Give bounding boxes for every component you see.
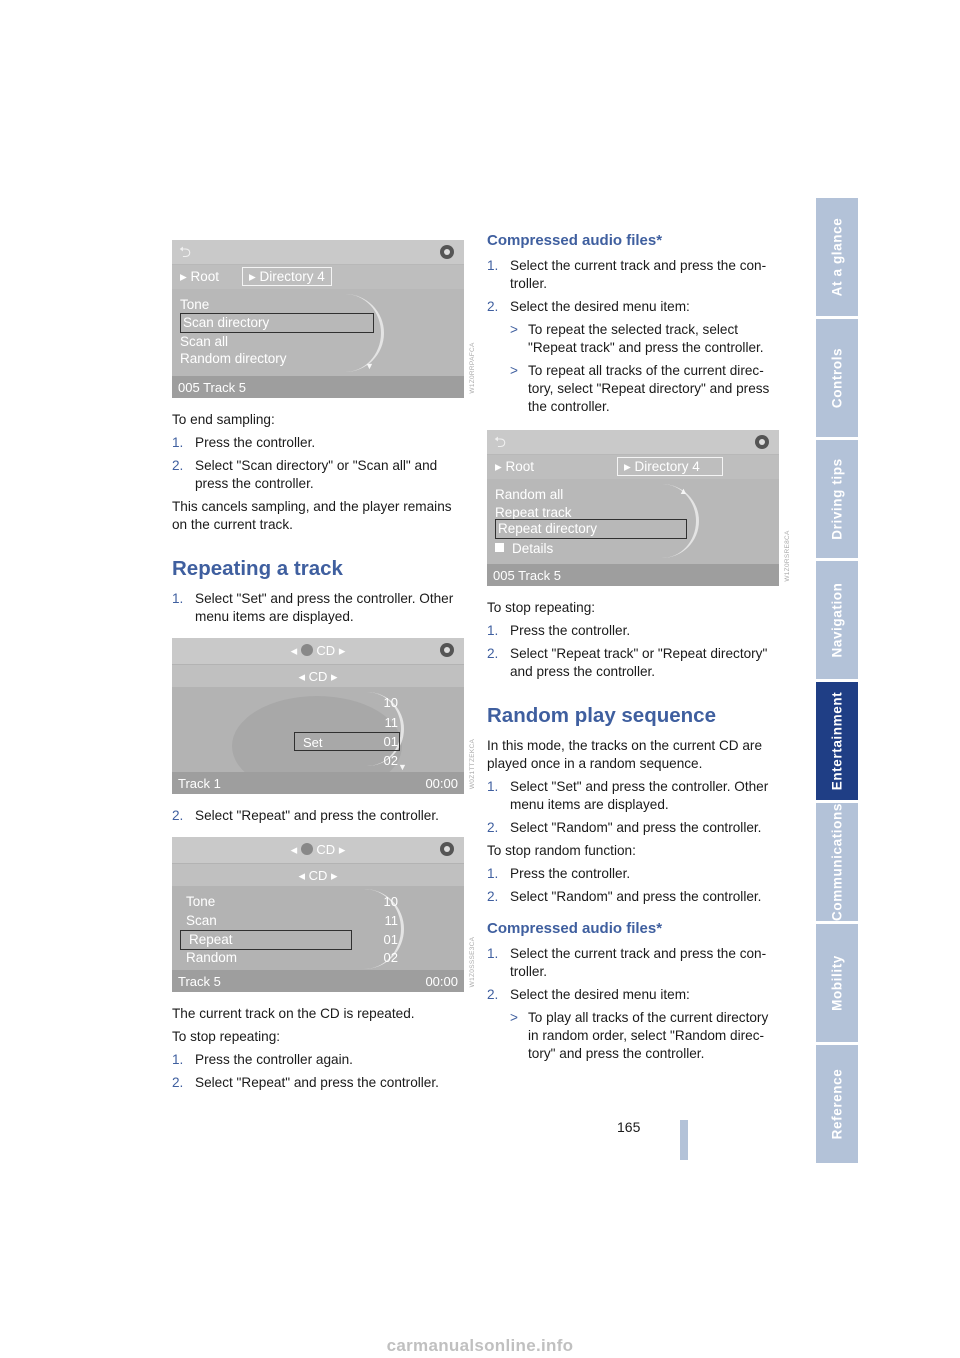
back-arrow-icon: ⮌ xyxy=(494,434,507,451)
source-label: ◂ CD ▸ xyxy=(290,842,346,857)
menu-item[interactable]: Scan all xyxy=(180,334,229,349)
status-track: Track 1 xyxy=(178,776,221,791)
controller-icon xyxy=(438,243,456,261)
details-icon xyxy=(495,543,504,552)
track-number[interactable]: 10 xyxy=(383,695,398,710)
stop-repeat-intro: To stop repeating: xyxy=(172,1029,281,1044)
step-text: Press the controller. xyxy=(510,623,631,638)
tab-label: Entertainment xyxy=(829,691,845,791)
crumb-directory[interactable]: ▸ Directory 4 xyxy=(617,457,723,476)
tab-driving-tips[interactable] xyxy=(816,440,858,558)
step-text: Select "Random" and press the controller. xyxy=(510,820,762,835)
back-arrow-icon: ⮌ xyxy=(179,244,192,261)
bullet-text: To repeat all tracks of the current directory, select "Repeat directory" and press the controller. xyxy=(528,363,770,414)
menu-item-details[interactable]: Details xyxy=(495,540,553,558)
menu-item-selected[interactable]: Repeat xyxy=(180,930,352,950)
tab-reference[interactable] xyxy=(816,1045,858,1163)
screen-header xyxy=(172,638,464,664)
step: 2. Select "Repeat track" or "Repeat directory" and press the controller. xyxy=(487,645,779,681)
tab-communications[interactable] xyxy=(816,803,858,921)
status-track: 005 Track 5 xyxy=(493,568,561,583)
scroll-up-icon: ▲ xyxy=(679,486,688,496)
status-bar xyxy=(172,772,464,794)
step: 2. Select the desired menu item: xyxy=(487,298,779,316)
bullet-text: To play all tracks of the current directory in random order, select "Random directory" and press the controller. xyxy=(528,1010,769,1061)
controller-icon xyxy=(438,641,456,659)
tab-label: Communications xyxy=(829,803,845,921)
repeat-note: The current track on the CD is repeated. xyxy=(172,1006,415,1021)
track-number[interactable]: 01 xyxy=(383,734,398,749)
source-bar xyxy=(172,864,464,886)
step: 1. Press the controller. xyxy=(487,622,779,640)
track-number[interactable]: 11 xyxy=(384,913,398,928)
source-sub-label: ◂ CD ▸ xyxy=(298,669,338,684)
step: 1. Press the controller. xyxy=(172,434,464,452)
tab-label: Mobility xyxy=(829,955,845,1011)
step: 2. Select the desired menu item: xyxy=(487,986,779,1004)
screen-repeat-menu xyxy=(487,430,791,586)
source-bar xyxy=(172,665,464,687)
breadcrumb xyxy=(487,455,779,479)
chapter-tabs xyxy=(816,198,858,1166)
step-text: Select the current track and press the controller. xyxy=(510,946,767,979)
random-stop-intro: To stop random function: xyxy=(487,843,636,858)
scroll-down-icon: ▼ xyxy=(365,361,374,371)
cd-icon xyxy=(301,843,313,855)
step-text: Select "Repeat track" or "Repeat directory" and press the controller. xyxy=(510,646,768,679)
menu-item-selected[interactable]: Scan directory xyxy=(180,313,374,333)
image-id: W1Z0RRPAFCA xyxy=(469,342,476,394)
menu-item[interactable]: Tone xyxy=(180,297,210,312)
crumb-root[interactable]: ▸ Root xyxy=(180,269,220,284)
step: 2. Select "Scan directory" or "Scan all" and press the controller. xyxy=(172,457,464,493)
step: 1. Select the current track and press the controller. xyxy=(487,945,779,981)
screen-header xyxy=(487,430,779,454)
step-text: Select the current track and press the controller. xyxy=(510,258,767,291)
screen-scan-menu xyxy=(172,240,476,398)
step-text: Select "Set" and press the controller. Other menu items are displayed. xyxy=(510,779,769,812)
left-column xyxy=(172,232,476,1097)
step: 2. Select "Repeat" and press the controller. xyxy=(172,1074,464,1092)
status-time: 00:00 xyxy=(425,974,458,989)
step: 2. Select "Random" and press the controller. xyxy=(487,819,779,837)
crumb-root[interactable]: ▸ Root xyxy=(495,459,535,474)
screen-cd-repeat xyxy=(172,837,476,992)
crumb-directory[interactable]: ▸ Directory 4 xyxy=(242,267,332,286)
menu-item[interactable]: Random all xyxy=(495,487,564,502)
menu-arc xyxy=(322,294,384,372)
scroll-down-icon: ▼ xyxy=(398,762,407,772)
controller-icon xyxy=(753,433,771,451)
cd-icon xyxy=(301,644,313,656)
step-text: Select "Repeat" and press the controller. xyxy=(195,1075,439,1090)
tab-at-a-glance[interactable] xyxy=(816,198,858,316)
screen-cd-set xyxy=(172,638,476,794)
source-sub-label: ◂ CD ▸ xyxy=(298,868,338,883)
step: 1. Select "Set" and press the controller. Other menu items are displayed. xyxy=(172,590,464,626)
image-id: W1Z0SSSE3CA xyxy=(469,936,476,988)
status-bar xyxy=(487,564,779,586)
tab-label: Reference xyxy=(829,1068,845,1140)
tab-label: Driving tips xyxy=(829,458,845,540)
menu-item[interactable]: Random directory xyxy=(180,351,287,366)
subheading-compressed-audio: Compressed audio files* xyxy=(487,920,663,937)
section-heading-repeat: Repeating a track xyxy=(172,557,343,580)
tab-label: At a glance xyxy=(829,217,845,297)
controller-icon xyxy=(438,840,456,858)
bullet-text: To repeat the selected track, select "Repeat track" and press the controller. xyxy=(528,322,764,355)
step-text: Press the controller. xyxy=(195,435,316,450)
step: 1. Press the controller. xyxy=(487,865,779,883)
menu-item[interactable]: Repeat track xyxy=(495,505,572,520)
watermark: carmanualsonline.info xyxy=(386,1336,574,1355)
step-text: Select "Random" and press the controller. xyxy=(510,889,762,904)
menu-item[interactable]: Tone xyxy=(186,894,216,909)
tab-controls[interactable] xyxy=(816,319,858,437)
track-number[interactable]: 02 xyxy=(383,753,398,768)
subheading-compressed-audio: Compressed audio files* xyxy=(487,232,663,249)
image-id: W0Z1TTZEKCA xyxy=(469,738,476,790)
status-bar xyxy=(172,970,464,992)
tab-mobility[interactable] xyxy=(816,924,858,1042)
screen-header xyxy=(172,240,464,264)
screen-header xyxy=(172,837,464,863)
step: 1. Press the controller again. xyxy=(172,1051,464,1069)
page-number: 165 xyxy=(617,1119,641,1135)
bullet-item: > To play all tracks of the current directory in random order, select "Random directory" and press the controller. xyxy=(510,1009,779,1063)
step-text: Press the controller. xyxy=(510,866,631,881)
menu-item[interactable]: Random xyxy=(186,950,238,965)
track-number[interactable]: 01 xyxy=(383,932,398,947)
source-label: ◂ CD ▸ xyxy=(290,643,346,658)
step: 1. Select "Set" and press the controller. Other menu items are displayed. xyxy=(487,778,779,814)
step-text: Select the desired menu item: xyxy=(510,987,690,1002)
track-number[interactable]: 02 xyxy=(383,950,398,965)
tab-navigation[interactable] xyxy=(816,561,858,679)
end-sampling-intro: To end sampling: xyxy=(172,412,275,427)
right-column xyxy=(487,232,791,1068)
tab-label: Navigation xyxy=(829,582,845,658)
step-text: Select "Repeat" and press the controller. xyxy=(195,808,439,823)
tab-entertainment[interactable] xyxy=(816,682,858,800)
bullet-item: > To repeat the selected track, select "Repeat track" and press the controller. xyxy=(510,321,779,357)
image-id: W1Z0RSRE8CA xyxy=(784,530,791,582)
end-sampling-note: This cancels sampling, and the player remains on the current track. xyxy=(172,499,452,532)
step-text: Press the controller again. xyxy=(195,1052,353,1067)
menu-item[interactable]: Scan xyxy=(186,913,217,928)
status-track: 005 Track 5 xyxy=(178,380,246,395)
status-time: 00:00 xyxy=(425,776,458,791)
track-number[interactable]: 11 xyxy=(384,715,398,730)
tab-label: Controls xyxy=(829,347,845,409)
step: 2. Select "Random" and press the controller. xyxy=(487,888,779,906)
bullet-item: > To repeat all tracks of the current directory, select "Repeat directory" and press the controller. xyxy=(510,362,779,416)
section-heading-random: Random play sequence xyxy=(487,704,716,727)
step-text: Select the desired menu item: xyxy=(510,299,690,314)
step: 1. Select the current track and press the controller. xyxy=(487,257,779,293)
step-text: Select "Scan directory" or "Scan all" and press the controller. xyxy=(195,458,438,491)
menu-item-selected[interactable]: Repeat directory xyxy=(495,519,687,539)
step: 2. Select "Repeat" and press the controller. xyxy=(172,807,464,825)
breadcrumb xyxy=(172,265,464,289)
stop-repeat-intro: To stop repeating: xyxy=(487,600,596,615)
track-number[interactable]: 10 xyxy=(383,894,398,909)
status-track: Track 5 xyxy=(178,974,221,989)
page-marker-bar xyxy=(680,1120,688,1160)
set-option-selected[interactable]: Set xyxy=(294,732,400,751)
step-text: Select "Set" and press the controller. Other menu items are displayed. xyxy=(195,591,454,624)
random-intro: In this mode, the tracks on the current CD are played once in a random sequence. xyxy=(487,738,763,771)
status-bar xyxy=(172,376,464,398)
